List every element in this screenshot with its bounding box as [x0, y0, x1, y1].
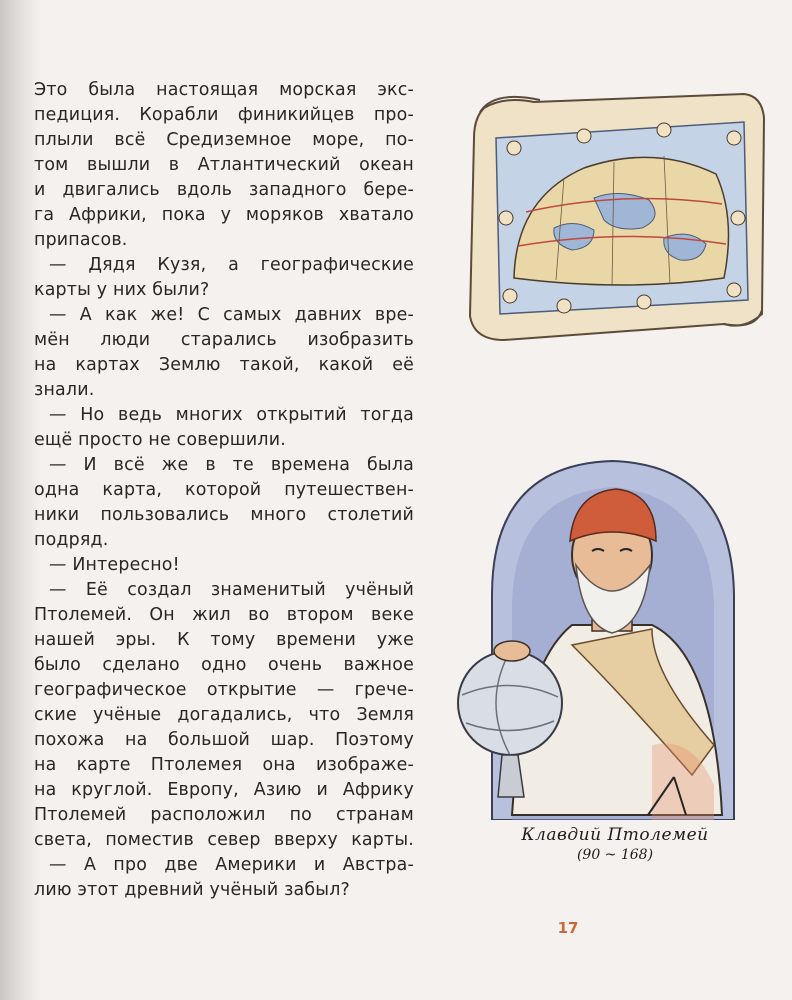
page-number: 17 — [557, 919, 579, 937]
text-line: ники пользовались много столетий — [34, 505, 414, 525]
text-line: знали. — [34, 380, 95, 400]
ancient-map-illustration — [444, 78, 774, 348]
text-line: Птолемей расположил по странам — [34, 805, 414, 825]
text-line: га Африки, пока у моряков хватало — [34, 205, 414, 225]
text-line: мён люди старались изобразить — [34, 330, 414, 350]
text-line: света, поместив север вверху карты. — [34, 830, 414, 850]
text-line: плыли всё Средиземное море, по- — [34, 130, 414, 150]
portrait-caption — [505, 824, 725, 864]
text-line: — Интересно! — [49, 555, 180, 575]
text-line: похожа на большой шар. Поэтому — [34, 730, 414, 750]
caption-years: (90 ~ 168) — [576, 847, 654, 863]
text-line: — И всё же в те времена была — [49, 455, 414, 475]
text-line: карты у них были? — [34, 280, 210, 300]
text-line: одна карта, которой путешествен- — [34, 480, 414, 500]
text-line: нашей эры. К тому времени уже — [34, 630, 414, 650]
text-line: — Но ведь многих открытий тогда — [49, 405, 414, 425]
text-line: Птолемей. Он жил во втором веке — [34, 605, 414, 625]
text-line: ещё просто не совершили. — [34, 430, 286, 450]
text-line: подряд. — [34, 530, 109, 550]
text-line: и двигались вдоль западного бере- — [34, 180, 414, 200]
caption-name: Клавдий Птолемей — [521, 825, 709, 845]
text-line: — А про две Америки и Австра- — [49, 855, 414, 875]
text-line: географическое открытие — грече- — [34, 680, 414, 700]
text-line: ские учёные догадались, что Земля — [34, 705, 414, 725]
text-line: на карте Птолемея она изображе- — [34, 755, 414, 775]
text-line: педиция. Корабли финикийцев про- — [34, 105, 414, 125]
ptolemy-portrait-illustration — [452, 445, 774, 820]
text-line: — Дядя Кузя, а географические — [49, 255, 414, 275]
text-line: лию этот древний учёный забыл? — [34, 880, 350, 900]
text-line: — А как же! С самых давних вре- — [49, 305, 414, 325]
text-line: на картах Землю такой, какой её — [34, 355, 414, 375]
text-line: Это была настоящая морская экс- — [34, 80, 414, 100]
text-line: было сделано одно очень важное — [34, 655, 414, 675]
body-text — [34, 78, 414, 903]
text-line: на круглой. Европу, Азию и Африку — [34, 780, 414, 800]
text-line: — Её создал знаменитый учёный — [49, 580, 414, 600]
text-line: том вышли в Атлантический океан — [34, 155, 414, 175]
text-line: припасов. — [34, 230, 128, 250]
